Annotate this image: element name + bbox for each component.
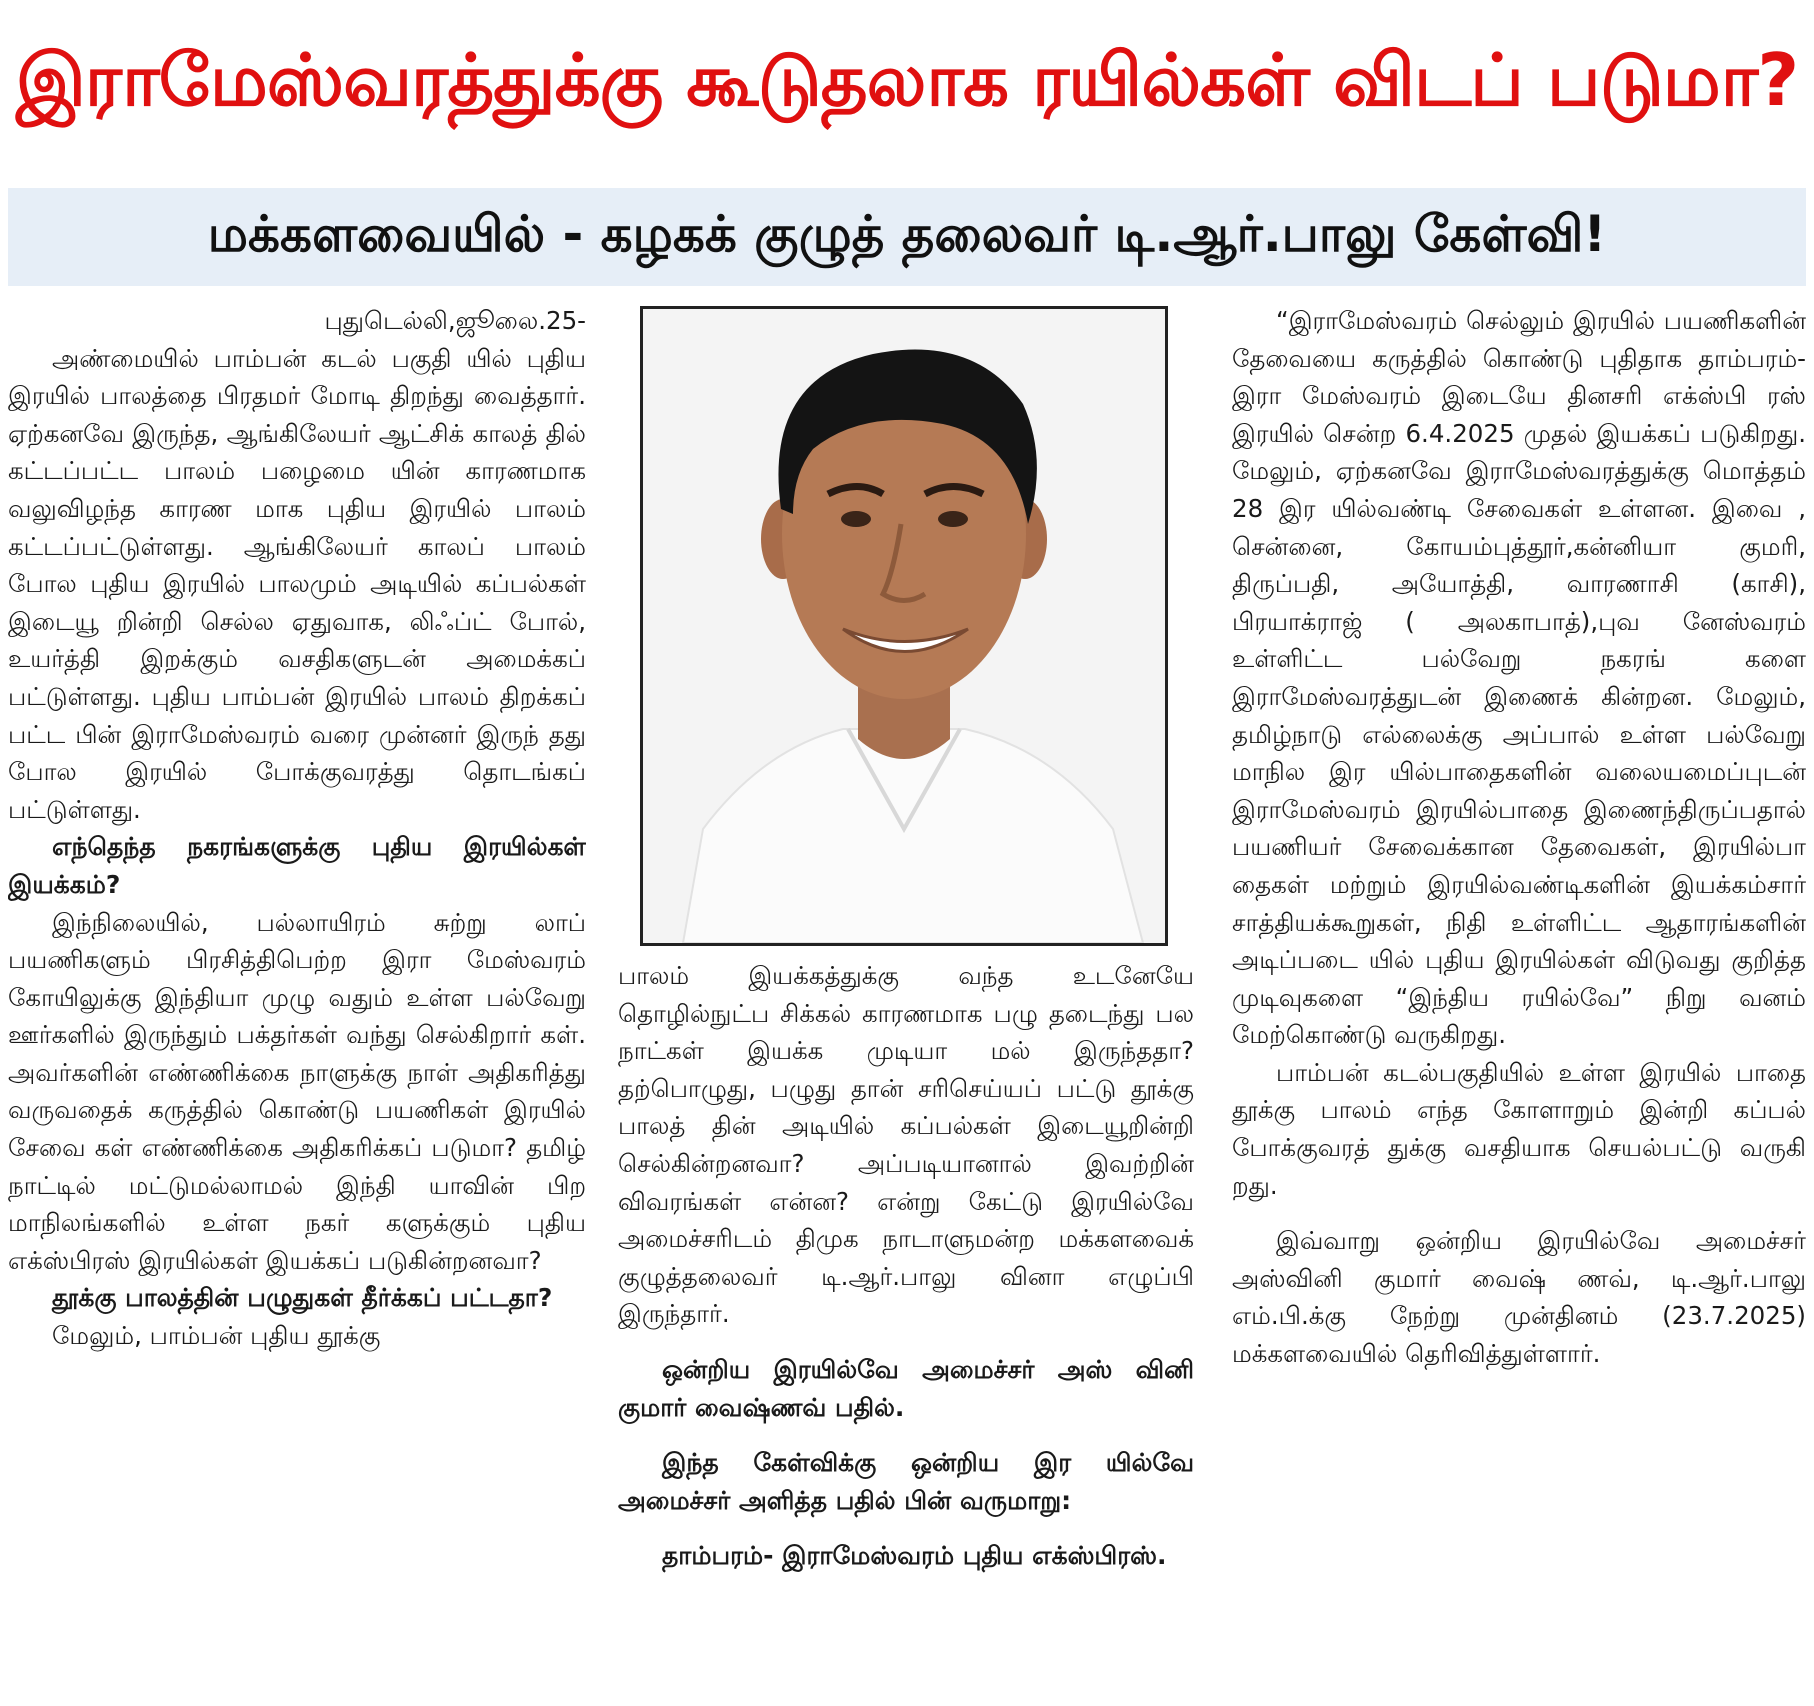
subheadline: மக்களவையில் - கழகக் குழுத் தலைவர் டி.ஆர்.பாலு கேள்வி! — [8, 188, 1806, 286]
section-heading: ஒன்றிய இரயில்வே அமைச்சர் அஸ் வினி குமார் வைஷ்ணவ் பதில். — [618, 1354, 1194, 1422]
portrait-illustration — [643, 309, 1165, 943]
paragraph: அண்மையில் பாம்பன் கடல் பகுதி யில் புதிய இரயில் பாலத்தை பிரதமர் மோடி திறந்து வைத்தார். ஏற்கனவே இருந்த, ஆங்கிலேயர் ஆட்சிக் காலத் தில் கட்டப்பட்ட பாலம் பழைமை யின் காரணமாக வலுவிழந்த காரண மாக புதிய இரயில் பாலம் கட்டப்பட்டுள்ளது. ஆங்கிலேயர் காலப் பாலம் போல புதிய இரயில் பாலமும் அடியில் கப்பல்கள் இடையூ றின்றி செல்ல ஏதுவாக, லிஃப்ட் போல், உயர்த்தி இறக்கும் வசதிகளுடன் அமைக்கப் பட்டுள்ளது. புதிய பாம்பன் இரயில் பாலம் திறக்கப் பட்ட பின் இராமேஸ்வரம் வரை முன்னர் இருந் தது போல இரயில் போக்குவரத்து தொடங்கப் பட்டுள்ளது. — [8, 343, 586, 824]
paragraph: மேலும், பாம்பன் புதிய தூக்கு — [52, 1321, 381, 1351]
paragraph: பாம்பன் கடல்பகுதியில் உள்ள இரயில் பாதை தூக்கு பாலம் எந்த கோளாறும் இன்றி கப்பல் போக்குவரத் துக்கு வசதியாக செயல்பட்டு வருகி றது. — [1232, 1057, 1806, 1200]
paragraph: இவ்வாறு ஒன்றிய இரயில்வே அமைச்சர் அஸ்வினி குமார் வைஷ் ணவ், டி.ஆர்.பாலு எம்.பி.க்கு நேற்று முன்தினம் (23.7.2025) மக்களவையில் தெரிவித்துள்ளார். — [1232, 1226, 1806, 1369]
dateline: புதுடெல்லி,ஜூலை.25- — [324, 306, 586, 335]
paragraph: பாலம் இயக்கத்துக்கு வந்த உடனேயே தொழில்நுட்ப சிக்கல் காரணமாக பழு தடைந்து பல நாட்கள் இயக்க முடியா மல் இருந்ததா? தற்பொழுது, பழுது தான் சரிசெய்யப் பட்டு தூக்கு பாலத் தின் அடியில் கப்பல்கள் இடையூறின்றி செல்கின்றனவா? அப்படியானால் இவற்றின் விவரங்கள் என்ன? என்று கேட்டு இரயில்வே அமைச்சரிடம் திமுக நாடாளுமன்ற மக்களவைக் குழுத்தலைவர் டி.ஆர்.பாலு வினா எழுப்பி இருந்தார். — [618, 961, 1194, 1329]
article-column-2 — [618, 957, 1194, 1702]
section-heading: தூக்கு பாலத்தின் பழுதுகள் தீர்க்கப் பட்டதா? — [52, 1283, 553, 1313]
paragraph: இந்நிலையில், பல்லாயிரம் சுற்று லாப் பயணிகளும் பிரசித்திபெற்ற இரா மேஸ்வரம் கோயிலுக்கு இந்தியா முழு வதும் உள்ள பல்வேறு ஊர்களில் இருந்தும் பக்தர்கள் வந்து செல்கிறார் கள். அவர்களின் எண்ணிக்கை நாளுக்கு நாள் அதிகரித்து வருவதைக் கருத்தில் கொண்டு பயணிகள் இரயில் சேவை கள் எண்ணிக்கை அதிகரிக்கப் படுமா? தமிழ் நாட்டில் மட்டுமல்லாமல் இந்தி யாவின் பிற மாநிலங்களில் உள்ள நகர் களுக்கும் புதிய எக்ஸ்பிரஸ் இரயில்கள் இயக்கப் படுகின்றனவா? — [8, 907, 586, 1275]
section-heading: எந்தெந்த நகரங்களுக்கு புதிய இரயில்கள் இயக்கம்? — [8, 832, 586, 899]
portrait-photo — [640, 306, 1168, 946]
article-column-1 — [8, 302, 586, 1702]
headline: இராமேஸ்வரத்துக்கு கூடுதலாக ரயில்கள் விடப் படுமா? — [15, 38, 1799, 122]
article-column-3 — [1232, 302, 1806, 1702]
section-heading: இந்த கேள்விக்கு ஒன்றிய இர யில்வே அமைச்சர் அளித்த பதில் பின் வருமாறு: — [618, 1448, 1194, 1515]
paragraph: “இராமேஸ்வரம் செல்லும் இரயில் பயணிகளின் தேவையை கருத்தில் கொண்டு புதிதாக தாம்பரம்- இரா மேஸ்வரம் இடையே தினசரி எக்ஸ்பி ரஸ் இரயில் சென்ற 6.4.2025 முதல் இயக்கப் படுகிறது. மேலும், ஏற்கனவே இராமேஸ்வரத்துக்கு மொத்தம் 28 இர யில்வண்டி சேவைகள் உள்ளன. இவை , சென்னை, கோயம்புத்தூர்,கன்னியா குமரி, திருப்பதி, அயோத்தி, வாரணாசி (காசி), பிரயாக்ராஜ் ( அலகாபாத்),புவ னேஸ்வரம் உள்ளிட்ட பல்வேறு நகரங் களை இராமேஸ்வரத்துடன் இணைக் கின்றன. மேலும், தமிழ்நாடு எல்லைக்கு அப்பால் உள்ள பல்வேறு மாநில இர யில்பாதைகளின் வலையமைப்புடன் இராமேஸ்வரம் இரயில்பாதை இணைந்திருப்பதால் பயணியர் சேவைக்கான தேவைகள், இரயில்பா தைகள் மற்றும் இரயில்வண்டிகளின் இயக்கம்சார் சாத்தியக்கூறுகள், நிதி உள்ளிட்ட ஆதாரங்களின் அடிப்படை யில் புதிய இரயில்கள் விடுவது குறித்த முடிவுகளை “இந்திய ரயில்வே” நிறு வனம் மேற்கொண்டு வருகிறது. — [1232, 306, 1806, 1050]
section-heading: தாம்பரம்- இராமேஸ்வரம் புதிய எக்ஸ்பிரஸ். — [662, 1541, 1167, 1571]
